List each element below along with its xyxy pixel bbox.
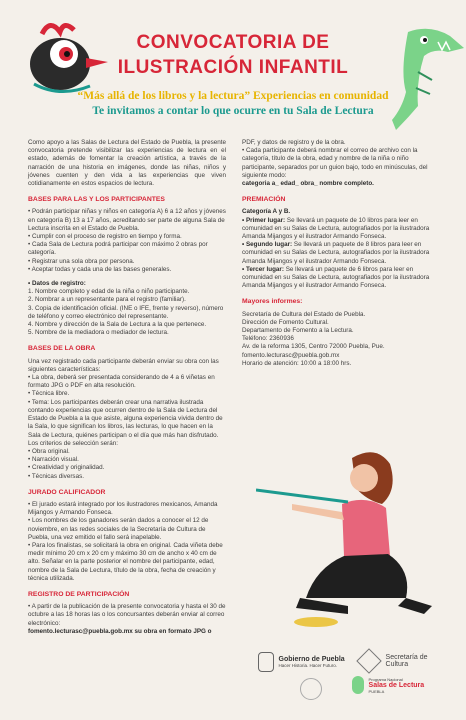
prize-label: • Tercer lugar: <box>242 265 284 273</box>
obra-heading: BASES DE LA OBRA <box>28 345 96 353</box>
title-line-1: CONVOCATORIA DE <box>136 32 330 53</box>
informes-line: Dirección de Fomento Cultural. <box>242 318 329 326</box>
salas-name: Salas de Lectura <box>368 681 425 689</box>
girl-painting-illustration <box>256 438 446 628</box>
intro-paragraph: Como apoyo a las Salas de Lectura del Estado de Puebla, la presente convocatoria pretende visibilizar las experiencias de lectura en el estado, además de fomentar la creación artística, a través de la narración de una historia en imágenes, donde las niñas, niños y jóvenes cuenten y den vida a las experiencias que viven cotidianamente en estos espacios de lectura. <box>28 139 226 188</box>
gobierno-slogan: Hacer Historia. Hacer Futuro. <box>278 663 338 668</box>
gobierno-name: Gobierno de Puebla <box>278 656 345 663</box>
registro-item: 4. Nombre y dirección de la Sala de Lectura a la que pertenece. <box>28 321 207 329</box>
jurado-item: • Los nombres de los ganadores serán dados a conocer el 12 de noviembre, en las redes sociales de la Secretaría de Cultura de Puebla, una vez emitido el fallo será inapelable. <box>28 517 209 541</box>
criterio-item: • Técnicas diversas. <box>28 472 84 480</box>
bases-item: • Registrar una sola obra por persona. <box>28 257 135 265</box>
bases-item: • Podrán participar niñas y niños en categoría A) 6 a 12 años y jóvenes en categoría B) 13 a 17 años, acreditando ser parte de alguna Sala de Lectura inscrita en el Estado de Puebla. <box>28 208 226 232</box>
left-column <box>28 139 226 636</box>
right-column <box>242 139 440 368</box>
informes-email[interactable]: fomento.lecturasc@puebla.gob.mx <box>242 351 340 359</box>
prize-label: • Segundo lugar: <box>242 241 293 249</box>
prize-item <box>242 266 440 291</box>
registro-item: 3. Copia de identificación oficial. (INE o IFE, frente y reverso), número de teléfono y correo electrónico del representante. <box>28 304 224 320</box>
informes-line: Av. de la reforma 1305, Centro 72000 Puebla, Pue. <box>242 343 385 351</box>
jurado-item: • Para los finalistas, se solicitará la obra en original. Cada viñeta debe medir mínimo 20 cm x 20 cm y máximo 30 cm de ancho x 40 cm de alto. Señalar en la parte posterior el nombre del participante, edad, nombre de la Sala de Lectura, título de la obra, fecha de creación y técnica utilizada. <box>28 541 223 582</box>
salas-logo <box>352 676 432 694</box>
bases-heading: BASES PARA LAS Y LOS PARTICIPANTES <box>28 196 165 204</box>
bases-item: • Cumplir con el proceso de registro en tiempo y forma. <box>28 233 182 241</box>
criterios-title: Los criterios de selección serán: <box>28 439 118 447</box>
secretaria-emblem-icon <box>356 648 381 673</box>
naming-instructions: • Cada participante deberá nombrar el correo de archivo con la categoría, título de la obra, edad y nombre de la niña o niño participante, separados por un guion bajo, todo en minúsculas, del siguiente modo: <box>242 147 428 179</box>
gobierno-emblem-icon <box>258 652 274 672</box>
criterio-item: • Obra original. <box>28 447 70 455</box>
registro-item: 1. Nombre completo y edad de la niña o niño participante. <box>28 288 190 296</box>
informes-line: Teléfono: 2360936 <box>242 335 294 343</box>
secretaria-name: Secretaría de Cultura <box>385 654 428 668</box>
salas-top-label: Programa Nacional <box>368 676 403 682</box>
registro-item: 5. Nombre de la mediadora o mediador de lectura. <box>28 329 169 337</box>
informes-heading: Mayores informes: <box>242 298 303 306</box>
informes-line: Departamento de Fomento a la Lectura. <box>242 327 354 335</box>
registro-participacion-heading: REGISTRO DE PARTICIPACIÓN <box>28 590 130 598</box>
prize-item <box>242 241 440 266</box>
registro-participacion-text: • A partir de la publicación de la presente convocatoria y hasta el 30 de octubre a las 18 horas las o los concursantes deberán enviar al correo electrónico: <box>28 603 226 627</box>
criterio-item: • Narración visual. <box>28 456 79 464</box>
prize-text: Se llevará un paquete de 8 libros para leer en comunidad en su Salas de Lectura, autografiados por la ilustradora Amanda Mijangos y el ilustrador Armando Fonseca. <box>242 241 430 265</box>
naming-format: categoria a_ edad_ obra_ nombre completo. <box>242 180 374 188</box>
subtitle-invite: Te invitamos a contar lo que ocurre en tu Sala de Lectura <box>92 105 374 117</box>
secretaria-logo <box>360 652 450 670</box>
prize-label: • Primer lugar: <box>242 216 286 224</box>
premiacion-heading: PREMIACIÓN <box>242 196 286 204</box>
informes-line: Horario de atención: 10:00 a 18:00 hrs. <box>242 359 352 367</box>
continuation-line: PDF, y datos de registro y de la obra. <box>242 139 346 146</box>
informes-line: Secretaría de Cultura del Estado de Puebla. <box>242 310 366 318</box>
criterio-item: • Creatividad y originalidad. <box>28 464 105 472</box>
bases-item: • Cada Sala de Lectura podrá participar con máximo 2 obras por categoría. <box>28 241 208 257</box>
obra-item: • Tema: Los participantes deberán crear una narrativa ilustrada contando experiencias que ocurren dentro de la Sala de Lectura del Estado de Puebla a la que asiste, alguna experiencia vivida dentro de la Sala, lo que significan los libros, las lecturas, lo que hacen en la Sala de Lectura, quiénes participan o el día que más han disfrutado. <box>28 398 223 439</box>
jurado-item: • El jurado estará integrado por los ilustradores mexicanos, Amanda Mijangos y Armando Fonseca. <box>28 500 218 517</box>
prize-text: Se llevará un paquete de 6 libros para leer en comunidad en su Salas de Lectura, autografiados por la ilustradora Amanda Mijangos y el ilustrador Armando Fonseca. <box>242 265 430 290</box>
obra-item: • La obra, deberá ser presentada considerando de 4 a 6 viñetas en formato JPG o PDF en alta resolución. <box>28 374 215 390</box>
prize-item <box>242 217 440 242</box>
categoria-label: Categoría A y B. <box>242 208 291 216</box>
seal-icon <box>300 678 322 700</box>
salas-emblem-icon <box>352 676 364 694</box>
registro-email-line[interactable]: fomento.lecturasc@puebla.gob.mx su obra en formato JPG o <box>28 627 212 635</box>
obra-item: • Técnica libre. <box>28 390 70 398</box>
prize-text: Se llevará un paquete de 10 libros para leer en comunidad en su Salas de Lectura, autografiados por la ilustradora Amanda Mijangos y el ilustrador Armando Fonseca. <box>242 216 430 241</box>
gobierno-logo <box>258 652 348 672</box>
subtitle-theme: “Más allá de los libros y la lectura” Experiencias en comunidad <box>77 90 389 102</box>
registro-item: 2. Nombrar a un representante para el registro (familiar). <box>28 296 186 304</box>
jurado-heading: JURADO CALIFICADOR <box>28 488 106 496</box>
registro-title: • Datos de registro: <box>28 280 86 288</box>
bases-item: • Aceptar todas y cada una de las bases generales. <box>28 265 172 273</box>
obra-intro: Una vez registrado cada participante deberán enviar su obra con las siguientes características: <box>28 357 219 373</box>
seal-logo <box>300 678 322 702</box>
title-line-2: ILUSTRACIÓN INFANTIL <box>117 57 349 78</box>
salas-region: PUEBLA <box>368 688 385 694</box>
